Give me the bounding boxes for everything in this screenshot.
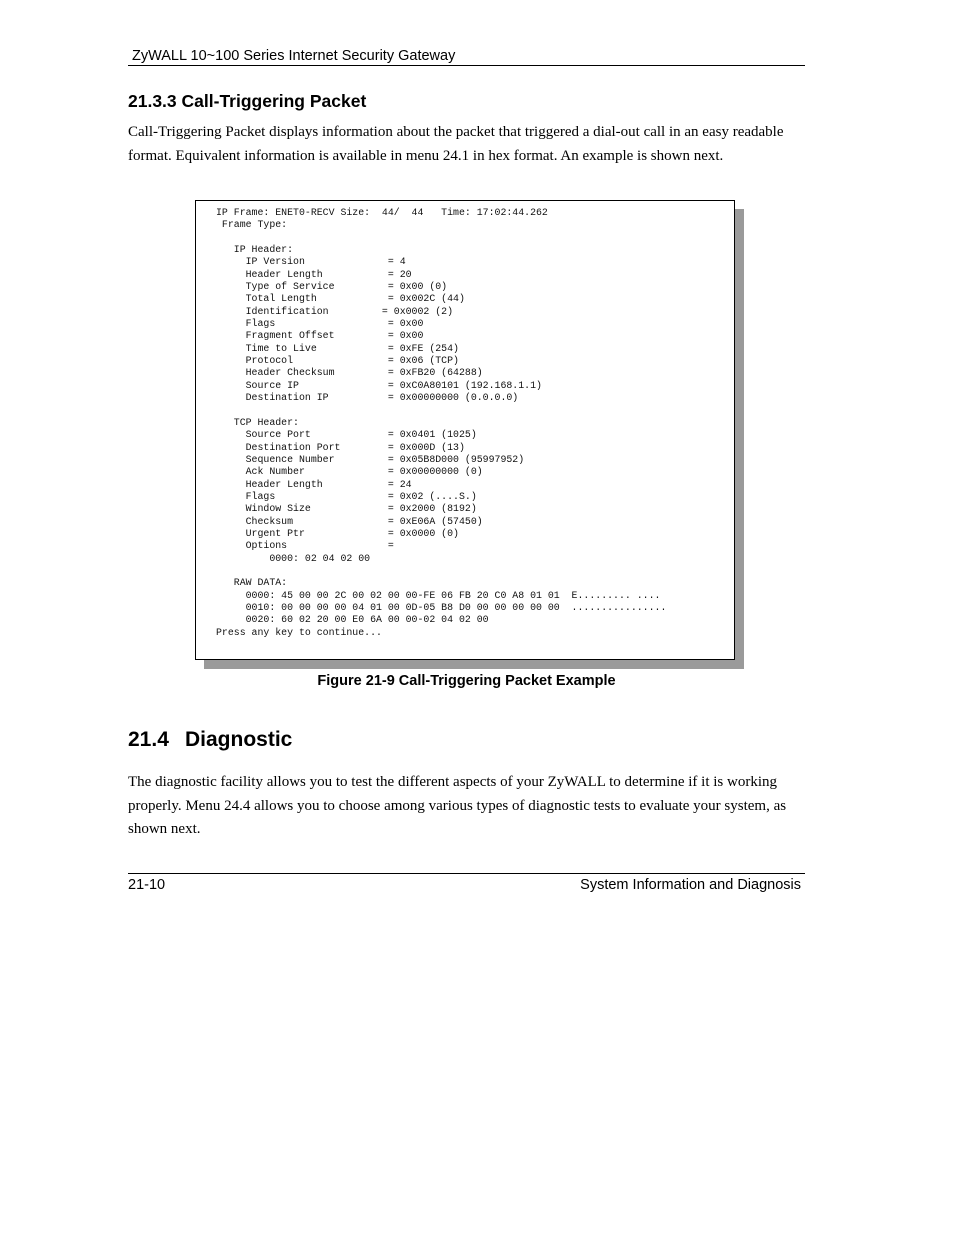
intro-paragraph: Call-Triggering Packet displays information about the packet that triggered a dial-out call in an easy readable format. Equivalent information is available in menu 24.1 in hex format. An example is shown next. (128, 124, 784, 164)
section-number: 21.4 (128, 728, 169, 751)
header-title: ZyWALL 10~100 Series Internet Security Gateway (132, 48, 456, 64)
page-number: 21-10 (128, 877, 166, 893)
diagnostic-paragraph: The diagnostic facility allows you to test the different aspects of your ZyWALL to determine if it is working properly. Menu 24.4 allows you to choose among various types of diagnostic tests to evaluate your system, as shown next. (128, 774, 787, 837)
terminal-output: IP Frame: ENET0-RECV Size: 44/ 44 Time: 17:02:44.262 Frame Type: IP Header: IP Version = 4 Header Length = 20 Type of Service = 0x00 (0) Total Length = 0x002C (44) Identification = 0x0002 (2) Flags = 0x00 Fragment Offset = 0x00 Time to Live = 0xFE (254) Protocol = 0x06 (TCP) Header Checksum = 0xFB20 (64288) Source IP = 0xC0A80101 (192.168.1.1) Destination IP = 0x00000000 (0.0.0.0) TCP Header: Source Port = 0x0401 (1025) Destination Port = 0x000D (13) Sequence Number = 0x05B8D000 (95997952) Ack Number = 0x00000000 (0) Header Length = 24 Flags = 0x02 (....S.) Window Size = 0x2000 (8192) Checksum = 0xE06A (57450) Urgent Ptr = 0x0000 (0) Options = 0000: 02 04 02 00 RAW DATA: 0000: 45 00 00 2C 00 02 00 00-FE 06 FB 20 C0 A8 01 01 E......... .... 0010: 00 00 00 00 04 01 00 0D-05 B8 D0 00 00 00 00 00 ................ 0020: 60 02 20 00 E0 6A 00 00-02 04 02 00 Press any key to continue... (216, 207, 667, 638)
footer-chapter: System Information and Diagnosis (580, 877, 801, 893)
figure-caption: Figure 21-9 Call-Triggering Packet Example (317, 673, 616, 689)
terminal-screen (195, 200, 735, 660)
page-header (128, 46, 805, 66)
page-footer (128, 873, 805, 895)
section-heading-diagnostic (128, 726, 292, 754)
section-heading-call-triggering: 21.3.3 Call-Triggering Packet (128, 91, 367, 111)
section-title: Diagnostic (185, 728, 293, 751)
